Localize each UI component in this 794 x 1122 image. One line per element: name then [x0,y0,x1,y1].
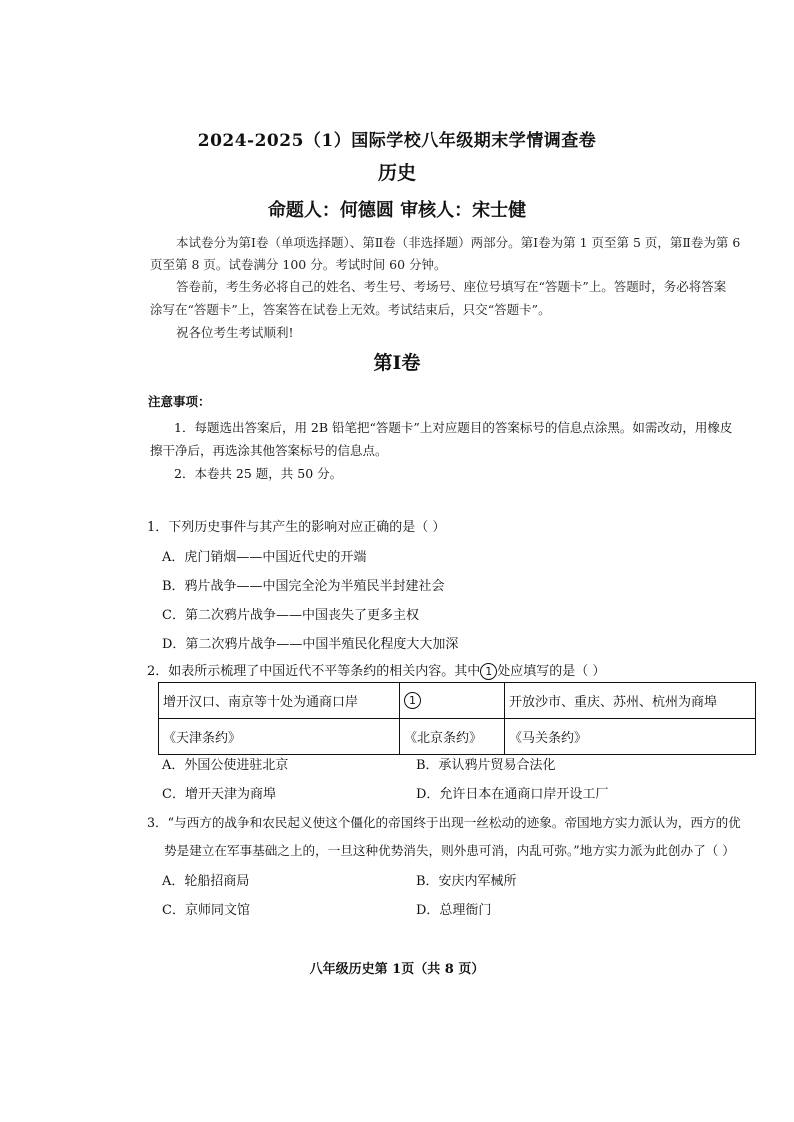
note-1-line-1: 1．每题选出答案后，用 2B 铅笔把“答题卡”上对应题目的答案标号的信息点涂黑。如需改动，用橡皮 [174,420,733,435]
table-row [159,719,756,755]
q1-option-b: B．鸦片战争——中国完全沦为半殖民半封建社会 [162,579,445,594]
q3-option-d: D．总理衙门 [416,903,492,918]
authors-line: 命题人：何德圆 审核人：宋士健 [267,200,527,221]
intro-paragraph-2-line-1: 答卷前，考生务必将自己的姓名、考生号、考场号、座位号填写在“答题卡”上。答题时，务必将答案 [176,279,727,294]
table-row [159,683,756,719]
table-cell: 《天津条约》 [159,719,400,755]
q3-stem-line-2: 势是建立在军事基础之上的，一旦这种优势消失，则外患可消，内乱可弥。”地方实力派为此创办了（ ） [164,843,735,858]
intro-paragraph-1-line-1: 本试卷分为第Ⅰ卷（单项选择题）、第Ⅱ卷（非选择题）两部分。第Ⅰ卷为第 1 页至第 5 页，第Ⅱ卷为第 6 [176,235,741,250]
q2-stem-before: 2．如表所示梳理了中国近代不平等条约的相关内容。其中 [147,664,481,679]
q1-option-c: C．第二次鸦片战争——中国丧失了更多主权 [162,608,419,623]
q3-stem-line-1: 3．“与西方的战争和农民起义使这个僵化的帝国终于出现一丝松动的迹象。帝国地方实力派认为，西方的优 [147,815,741,830]
q2-option-a: A．外国公使进驻北京 [162,758,289,773]
q3-option-c: C．京师同文馆 [162,903,250,918]
q2-stem-after: 处应填写的是（ ） [497,664,606,679]
table-cell [400,683,505,719]
intro-paragraph-1-line-2: 页至第 8 页。试卷满分 100 分。考试时间 60 分钟。 [150,257,447,272]
q2-option-c: C．增开天津为商埠 [162,787,276,802]
intro-paragraph-2-line-2: 涂写在“答题卡”上，答案答在试卷上无效。考试结束后，只交“答题卡”。 [150,302,551,317]
q2-option-d: D．允许日本在通商口岸开设工厂 [416,787,609,802]
q1-option-a: A．虎门销烟——中国近代史的开端 [162,550,367,565]
q2-option-b: B．承认鸦片贸易合法化 [416,758,556,773]
q1-option-d: D．第二次鸦片战争——中国半殖民化程度大大加深 [162,637,459,652]
exam-title: 2024-2025（1）国际学校八年级期末学情调查卷 [197,131,597,151]
table-cell: 增开汉口、南京等十处为通商口岸 [159,683,400,719]
q3-option-a: A．轮船招商局 [162,874,250,889]
section-title: 第Ⅰ卷 [373,352,421,374]
treaty-table [158,682,756,755]
intro-paragraph-3: 祝各位考生考试顺利! [176,325,294,340]
q3-option-b: B．安庆内军械所 [416,874,517,889]
subject-title: 历史 [377,162,416,184]
circled-marker: 1 [480,663,497,680]
q2-stem [147,660,605,680]
notes-heading: 注意事项： [148,394,211,409]
circled-marker: 1 [404,692,421,709]
table-cell: 开放沙市、重庆、苏州、杭州为商埠 [505,683,756,719]
note-2: 2．本卷共 25 题，共 50 分。 [174,466,343,481]
note-1-line-2: 擦干净后，再选涂其他答案标号的信息点。 [150,443,388,458]
q1-stem: 1．下列历史事件与其产生的影响对应正确的是（ ） [147,520,446,535]
table-cell: 《北京条约》 [400,719,505,755]
table-cell: 《马关条约》 [505,719,756,755]
page-footer: 八年级历史第 1页（共 8 页） [309,962,485,977]
